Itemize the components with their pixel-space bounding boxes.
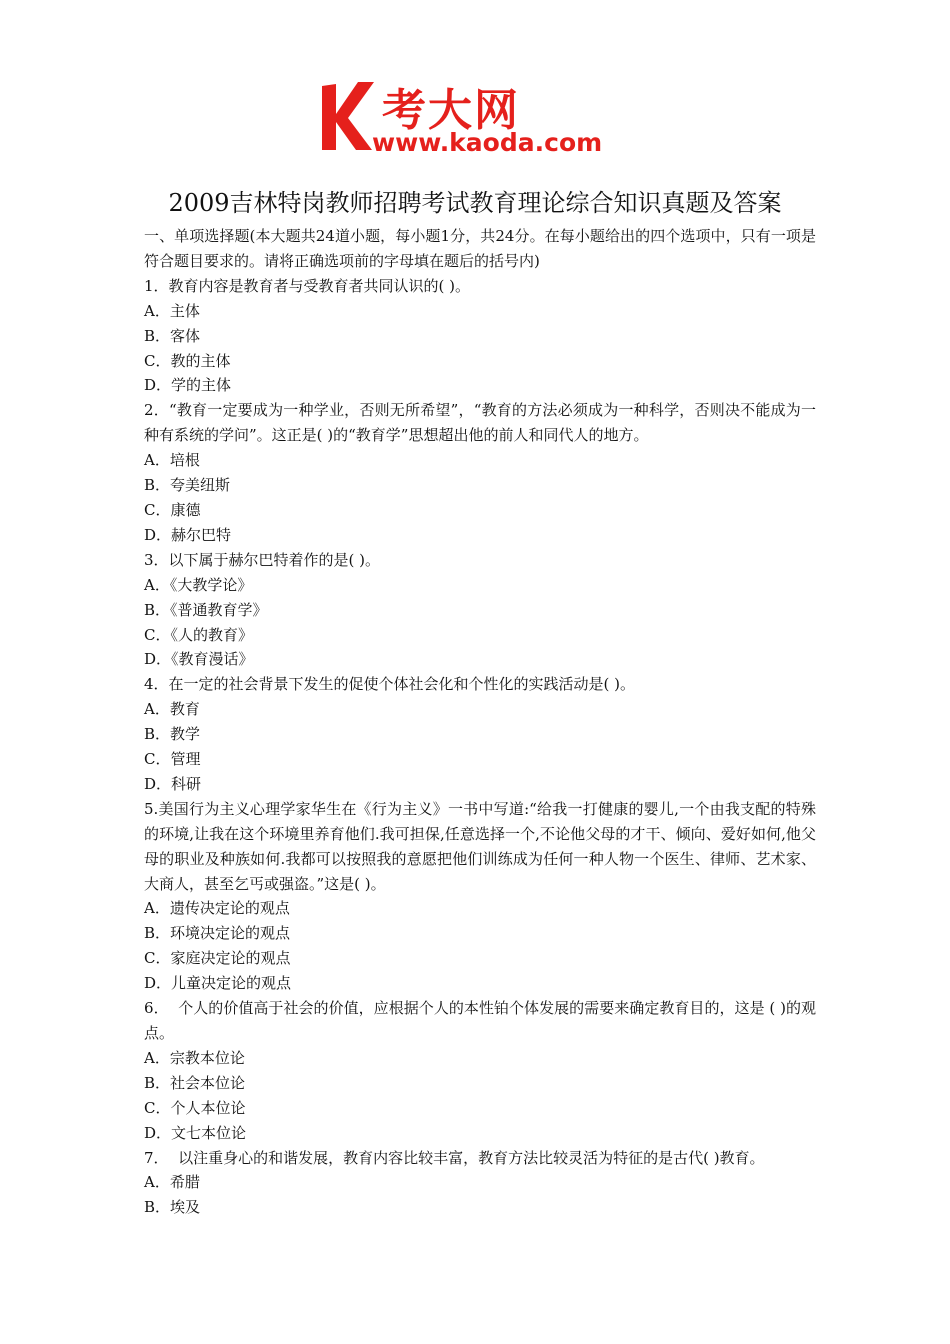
- question-option: B．《普通教育学》: [144, 600, 268, 619]
- question-stem: 1．教育内容是教育者与受教育者共同认识的( )。: [144, 276, 471, 295]
- question-option: A．遗传决定论的观点: [144, 899, 290, 918]
- question-option: B．客体: [144, 326, 201, 345]
- question-option: A．希腊: [144, 1173, 200, 1192]
- question-option: B．环境决定论的观点: [144, 924, 291, 943]
- question-option: A．《大教学论》: [144, 575, 253, 594]
- question-option: D．科研: [144, 774, 202, 793]
- question-option: B．社会本位论: [144, 1073, 246, 1092]
- question-option: A．培根: [144, 451, 200, 470]
- question-option: A．宗教本位论: [144, 1048, 245, 1067]
- question-stem: 6． 个人的价值高于社会的价值，应根据个人的本性铂个体发展的需要来确定教育目的，这是 ( )的观点。: [144, 999, 816, 1042]
- question-option: B．教学: [144, 725, 201, 744]
- question-option: D．文七本位论: [144, 1123, 247, 1142]
- question-stem: 2．“教育一定要成为一种学业，否则无所希望”，“教育的方法必须成为一种科学，否则决不能成为一种有系统的学问”。这正是( )的“教育学”思想超出他的前人和同代人的地方。: [144, 401, 816, 445]
- question-option: C．家庭决定论的观点: [144, 949, 291, 968]
- question-option: C．个人本位论: [144, 1098, 246, 1117]
- question-stem: 4．在一定的社会背景下发生的促使个体社会化和个性化的实践活动是( )。: [144, 675, 636, 694]
- section-intro: 一、单项选择题(本大题共24道小题，每小题1分，共24分。在每小题给出的四个选项中，只有一项是符合题目要求的。请将正确选项前的字母填在题后的括号内): [144, 227, 816, 270]
- question-stem: 5.美国行为主义心理学家华生在《行为主义》一书中写道:“给我一打健康的婴儿,一个由我支配的特殊的环境,让我在这个环境里养育他们.我可担保,任意选择一个,不论他父母的才干、倾向、爱好如何,他父母的职业及种族如何.我都可以按照我的意愿把他们训练成为任何一种人物一个医生、律师、艺术家、大商人，甚至乞丐或强盗。”这是( )。: [144, 799, 816, 893]
- question-stem: 7． 以注重身心的和谐发展，教育内容比较丰富，教育方法比较灵活为特征的是古代( )教育。: [144, 1148, 765, 1167]
- question-option: C．教的主体: [144, 351, 231, 370]
- question-option: B．埃及: [144, 1198, 201, 1217]
- question-option: A．教育: [144, 700, 200, 719]
- question-option: C．管理: [144, 750, 201, 769]
- question-option: D．儿童决定论的观点: [144, 974, 292, 993]
- question-stem: 3．以下属于赫尔巴特着作的是( )。: [144, 550, 381, 569]
- logo-brand-text: 考大网: [382, 85, 520, 136]
- question-option: D．赫尔巴特: [144, 525, 232, 544]
- question-option: C．康德: [144, 500, 201, 519]
- question-option: B．夸美纽斯: [144, 476, 231, 495]
- document-title: 2009吉林特岗教师招聘考试教育理论综合知识真题及答案: [168, 189, 782, 217]
- kaoda-logo: [318, 78, 648, 160]
- logo-url: www.kaoda.com: [372, 128, 603, 157]
- question-option: D．学的主体: [144, 376, 232, 395]
- question-option: D．《教育漫话》: [144, 650, 254, 669]
- document-body: [144, 224, 816, 1220]
- question-option: A．主体: [144, 301, 200, 320]
- question-option: C．《人的教育》: [144, 625, 253, 644]
